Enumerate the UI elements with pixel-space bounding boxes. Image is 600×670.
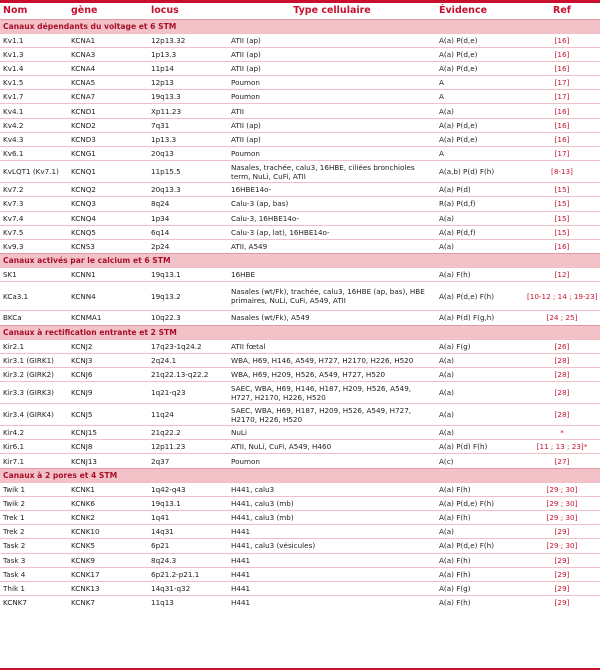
cell-cell-type: SAEC, WBA, H69, H146, H187, H209, H526, A549, H727, H2170, H226, H520 [228, 382, 436, 404]
cell-locus: 12p13.32 [148, 33, 228, 47]
cell-gene: KCNK10 [68, 525, 148, 539]
cell-nom: Kir2.1 [0, 339, 68, 353]
cell-cell-type: ATII, NuLi, CuFi, A549, H460 [228, 440, 436, 454]
cell-ref: [16] [524, 61, 600, 75]
cell-evidence: A(a) [436, 239, 524, 253]
table-row [0, 147, 600, 161]
cell-ref: [29] [524, 581, 600, 595]
cell-nom: Kir3.4 (GIRK4) [0, 404, 68, 426]
cell-locus: 10q22.3 [148, 311, 228, 325]
cell-nom: KCNK7 [0, 596, 68, 610]
cell-nom: Task 4 [0, 567, 68, 581]
table-row [0, 268, 600, 282]
cell-gene: KCNS3 [68, 239, 148, 253]
cell-ref: [28] [524, 404, 600, 426]
cell-ref: [29 ; 30] [524, 482, 600, 496]
cell-gene: KCNK2 [68, 511, 148, 525]
cell-evidence: A(a) P(d) F(h) [436, 440, 524, 454]
cell-ref: [29] [524, 525, 600, 539]
table-body [0, 19, 600, 610]
cell-locus: 19q13.1 [148, 496, 228, 510]
cell-cell-type: Nasales (wt/Fk), trachée, calu3, 16HBE (ap, bas), HBE primaires, NuLi, CuFi, A549, ATII [228, 282, 436, 311]
table-row [0, 353, 600, 367]
cell-gene: KCNJ9 [68, 382, 148, 404]
cell-gene: KCNJ3 [68, 353, 148, 367]
cell-ref: [10-12 ; 14 ; 19-23] [524, 282, 600, 311]
table-row [0, 282, 600, 311]
cell-nom: Kv1.4 [0, 61, 68, 75]
cell-gene: KCNG1 [68, 147, 148, 161]
cell-nom: Kv7.5 [0, 225, 68, 239]
table-row [0, 511, 600, 525]
section-header-row [0, 325, 600, 339]
cell-locus: Xp11.23 [148, 104, 228, 118]
cell-evidence: A [436, 90, 524, 104]
cell-cell-type: SAEC, WBA, H69, H187, H209, H526, A549, H727, H2170, H226, H520 [228, 404, 436, 426]
cell-cell-type: H441, calu3 (mb) [228, 511, 436, 525]
cell-gene: KCNA7 [68, 90, 148, 104]
cell-locus: 19q13.1 [148, 268, 228, 282]
header-evidence: Évidence [439, 5, 488, 17]
cell-ref: [29] [524, 596, 600, 610]
table-row [0, 104, 600, 118]
cell-gene: KCNK5 [68, 539, 148, 553]
cell-ref: [8-13] [524, 161, 600, 183]
table-row [0, 76, 600, 90]
cell-cell-type: Poumon [228, 90, 436, 104]
cell-nom: Kv7.4 [0, 211, 68, 225]
cell-nom: Kv1.1 [0, 33, 68, 47]
cell-nom: Kv7.3 [0, 197, 68, 211]
cell-evidence: A(a) [436, 525, 524, 539]
potassium-channels-table [0, 3, 600, 610]
cell-evidence: A(a) P(d,e) [436, 132, 524, 146]
cell-cell-type: ATII (ap) [228, 47, 436, 61]
cell-nom: Kv1.5 [0, 76, 68, 90]
cell-locus: 1p13.3 [148, 132, 228, 146]
cell-ref: [16] [524, 104, 600, 118]
cell-gene: KCNQ1 [68, 161, 148, 183]
section-title: Canaux dépendants du voltage et 6 STM [0, 19, 600, 33]
cell-evidence: A(a,b) P(d) F(h) [436, 161, 524, 183]
cell-locus: 11p14 [148, 61, 228, 75]
header-locus: locus [151, 5, 179, 17]
cell-evidence: A(a) [436, 426, 524, 440]
cell-ref: [29 ; 30] [524, 511, 600, 525]
cell-evidence: A(a) P(d,e) F(h) [436, 539, 524, 553]
cell-gene: KCNK6 [68, 496, 148, 510]
cell-locus: 11q24 [148, 404, 228, 426]
table-row [0, 539, 600, 553]
cell-ref: [17] [524, 147, 600, 161]
cell-cell-type: Nasales (wt/Fk), A549 [228, 311, 436, 325]
cell-cell-type: Poumon [228, 76, 436, 90]
table-row [0, 225, 600, 239]
cell-ref: [11 ; 13 ; 23]* [524, 440, 600, 454]
cell-nom: Twik 2 [0, 496, 68, 510]
cell-cell-type: H441 [228, 596, 436, 610]
cell-locus: 11q13 [148, 596, 228, 610]
cell-gene: KCND2 [68, 118, 148, 132]
cell-evidence: A(a) [436, 211, 524, 225]
cell-ref: [16] [524, 33, 600, 47]
cell-ref: [27] [524, 454, 600, 468]
header-type: Type cellulaire [293, 5, 371, 17]
table-row [0, 239, 600, 253]
table-row [0, 553, 600, 567]
cell-locus: 14q31-q32 [148, 581, 228, 595]
cell-gene: KCNQ2 [68, 183, 148, 197]
cell-evidence: A(a) P(d,e) [436, 47, 524, 61]
cell-locus: 8q24 [148, 197, 228, 211]
cell-locus: 21q22.13-q22.2 [148, 367, 228, 381]
cell-nom: Kv7.2 [0, 183, 68, 197]
cell-evidence: A [436, 147, 524, 161]
cell-nom: Kv4.2 [0, 118, 68, 132]
cell-cell-type: Nasales, trachée, calu3, 16HBE, ciliées bronchioles term, NuLi, CuFi, ATII [228, 161, 436, 183]
table-header [0, 3, 600, 19]
header-gene: gène [71, 5, 98, 17]
cell-gene: KCNK7 [68, 596, 148, 610]
cell-cell-type: ATII (ap) [228, 61, 436, 75]
cell-nom: Kv6.1 [0, 147, 68, 161]
cell-cell-type: 16HBE14o- [228, 183, 436, 197]
cell-evidence: A(a) P(d) [436, 183, 524, 197]
cell-gene: KCNJ13 [68, 454, 148, 468]
cell-cell-type: H441, calu3 [228, 482, 436, 496]
cell-ref: [29 ; 30] [524, 496, 600, 510]
cell-locus: 7q31 [148, 118, 228, 132]
cell-evidence: A(a) F(h) [436, 268, 524, 282]
cell-locus: 12p11.23 [148, 440, 228, 454]
cell-evidence: A(a) F(g) [436, 581, 524, 595]
cell-cell-type: WBA, H69, H209, H526, A549, H727, H520 [228, 367, 436, 381]
cell-locus: 21q22.2 [148, 426, 228, 440]
cell-gene: KCND1 [68, 104, 148, 118]
cell-nom: Kv1.7 [0, 90, 68, 104]
cell-evidence: A(a) F(g) [436, 339, 524, 353]
cell-nom: Kv4.1 [0, 104, 68, 118]
cell-evidence: A(a) F(h) [436, 511, 524, 525]
cell-gene: KCNA1 [68, 33, 148, 47]
cell-gene: KCNQ4 [68, 211, 148, 225]
cell-evidence: A(a) P(d,e) F(h) [436, 496, 524, 510]
cell-ref: [17] [524, 76, 600, 90]
cell-ref: [26] [524, 339, 600, 353]
cell-cell-type: Calu-3 (ap, bas) [228, 197, 436, 211]
cell-cell-type: H441, calu3 (vésicules) [228, 539, 436, 553]
cell-nom: Kir3.1 (GIRK1) [0, 353, 68, 367]
cell-evidence: A(a) P(d,f) [436, 225, 524, 239]
table-row [0, 197, 600, 211]
cell-gene: KCNJ2 [68, 339, 148, 353]
cell-gene: KCNQ5 [68, 225, 148, 239]
cell-nom: Task 3 [0, 553, 68, 567]
cell-evidence: A(a) F(h) [436, 553, 524, 567]
section-header-row [0, 254, 600, 268]
cell-nom: Trek 2 [0, 525, 68, 539]
cell-locus: 20q13.3 [148, 183, 228, 197]
cell-ref: [29 ; 30] [524, 539, 600, 553]
cell-locus: 8q24.3 [148, 553, 228, 567]
table-row [0, 211, 600, 225]
table-row [0, 404, 600, 426]
table-row [0, 33, 600, 47]
cell-nom: Twik 1 [0, 482, 68, 496]
cell-cell-type: 16HBE [228, 268, 436, 282]
cell-evidence: A(a) [436, 404, 524, 426]
table-row [0, 454, 600, 468]
cell-ref: [28] [524, 353, 600, 367]
cell-locus: 11p15.5 [148, 161, 228, 183]
cell-evidence: A(a) F(h) [436, 567, 524, 581]
cell-evidence: A(a) P(d,e) F(h) [436, 282, 524, 311]
cell-cell-type: H441 [228, 553, 436, 567]
cell-ref: [15] [524, 211, 600, 225]
cell-nom: Thik 1 [0, 581, 68, 595]
table-row [0, 90, 600, 104]
cell-locus: 1p34 [148, 211, 228, 225]
cell-cell-type: H441 [228, 581, 436, 595]
cell-evidence: A [436, 76, 524, 90]
cell-gene: KCNK1 [68, 482, 148, 496]
cell-evidence: A(a) P(d,e) [436, 61, 524, 75]
cell-cell-type: Poumon [228, 147, 436, 161]
cell-gene: KCNK13 [68, 581, 148, 595]
table-row [0, 525, 600, 539]
table-row [0, 47, 600, 61]
cell-cell-type: H441 [228, 525, 436, 539]
cell-nom: Kir3.2 (GIRK2) [0, 367, 68, 381]
cell-evidence: A(a) F(h) [436, 482, 524, 496]
cell-nom: Kir6.1 [0, 440, 68, 454]
table-row [0, 426, 600, 440]
cell-cell-type: H441 [228, 567, 436, 581]
cell-nom: Trek 1 [0, 511, 68, 525]
cell-nom: Kv1.3 [0, 47, 68, 61]
cell-locus: 17q23-1q24.2 [148, 339, 228, 353]
cell-nom: SK1 [0, 268, 68, 282]
cell-ref: [12] [524, 268, 600, 282]
cell-gene: KCNA3 [68, 47, 148, 61]
cell-cell-type: WBA, H69, H146, A549, H727, H2170, H226, H520 [228, 353, 436, 367]
cell-gene: KCNA4 [68, 61, 148, 75]
table-row [0, 339, 600, 353]
cell-locus: 2q37 [148, 454, 228, 468]
cell-nom: Kv9.3 [0, 239, 68, 253]
cell-cell-type: Poumon [228, 454, 436, 468]
cell-locus: 12p13 [148, 76, 228, 90]
cell-locus: 1p13.3 [148, 47, 228, 61]
cell-locus: 19q13.3 [148, 90, 228, 104]
cell-evidence: A(a) P(d,e) [436, 118, 524, 132]
cell-locus: 14q31 [148, 525, 228, 539]
cell-gene: KCNMA1 [68, 311, 148, 325]
cell-nom: KCa3.1 [0, 282, 68, 311]
cell-gene: KCNJ15 [68, 426, 148, 440]
table-row [0, 567, 600, 581]
cell-locus: 1q42-q43 [148, 482, 228, 496]
cell-locus: 1q21-q23 [148, 382, 228, 404]
cell-cell-type: ATII [228, 104, 436, 118]
cell-evidence: A(a) P(d) F(g,h) [436, 311, 524, 325]
cell-ref: [29] [524, 553, 600, 567]
cell-nom: Kv4.3 [0, 132, 68, 146]
cell-cell-type: NuLi [228, 426, 436, 440]
table-row [0, 496, 600, 510]
cell-ref: [15] [524, 197, 600, 211]
cell-evidence: A(a) P(d,e) [436, 33, 524, 47]
cell-ref: [29] [524, 567, 600, 581]
cell-ref: [28] [524, 382, 600, 404]
table-row [0, 367, 600, 381]
cell-cell-type: ATII, A549 [228, 239, 436, 253]
table-row [0, 61, 600, 75]
cell-locus: 20q13 [148, 147, 228, 161]
cell-cell-type: Calu-3 (ap, lat), 16HBE14o- [228, 225, 436, 239]
cell-cell-type: ATII (ap) [228, 33, 436, 47]
cell-gene: KCNJ5 [68, 404, 148, 426]
cell-gene: KCNK17 [68, 567, 148, 581]
section-title: Canaux à rectification entrante et 2 STM [0, 325, 600, 339]
section-header-row [0, 19, 600, 33]
cell-ref: [24 ; 25] [524, 311, 600, 325]
cell-gene: KCND3 [68, 132, 148, 146]
cell-gene: KCNA5 [68, 76, 148, 90]
header-ref: Ref [553, 5, 571, 17]
cell-nom: Kir4.2 [0, 426, 68, 440]
cell-cell-type: Calu-3, 16HBE14o- [228, 211, 436, 225]
cell-nom: Task 2 [0, 539, 68, 553]
cell-evidence: A(a) [436, 353, 524, 367]
cell-ref: [15] [524, 225, 600, 239]
cell-gene: KCNJ8 [68, 440, 148, 454]
cell-nom: KvLQT1 (Kv7.1) [0, 161, 68, 183]
cell-locus: 6q14 [148, 225, 228, 239]
table-row [0, 132, 600, 146]
cell-ref: [28] [524, 367, 600, 381]
cell-evidence: A(a) F(h) [436, 596, 524, 610]
cell-locus: 6p21.2-p21.1 [148, 567, 228, 581]
cell-ref: [16] [524, 47, 600, 61]
table-row [0, 482, 600, 496]
cell-ref: [16] [524, 118, 600, 132]
cell-locus: 19q13.2 [148, 282, 228, 311]
cell-cell-type: ATII fœtal [228, 339, 436, 353]
cell-evidence: A(c) [436, 454, 524, 468]
cell-cell-type: ATII (ap) [228, 118, 436, 132]
cell-evidence: A(a) [436, 104, 524, 118]
table-row [0, 440, 600, 454]
table-row [0, 311, 600, 325]
table-row [0, 161, 600, 183]
cell-cell-type: ATII (ap) [228, 132, 436, 146]
cell-nom: Kir7.1 [0, 454, 68, 468]
cell-ref: [17] [524, 90, 600, 104]
section-title: Canaux à 2 pores et 4 STM [0, 468, 600, 482]
cell-locus: 1q41 [148, 511, 228, 525]
cell-nom: BKCa [0, 311, 68, 325]
table-row [0, 118, 600, 132]
cell-nom: Kir3.3 (GIRK3) [0, 382, 68, 404]
cell-gene: KCNQ3 [68, 197, 148, 211]
header-nom: Nom [3, 5, 28, 17]
cell-gene: KCNK9 [68, 553, 148, 567]
cell-locus: 2p24 [148, 239, 228, 253]
cell-evidence: A(a) [436, 367, 524, 381]
cell-gene: KCNN1 [68, 268, 148, 282]
cell-gene: KCNJ6 [68, 367, 148, 381]
table-row [0, 183, 600, 197]
section-header-row [0, 468, 600, 482]
cell-cell-type: H441, calu3 (mb) [228, 496, 436, 510]
cell-ref: [15] [524, 183, 600, 197]
cell-ref: [16] [524, 239, 600, 253]
cell-ref: * [524, 426, 600, 440]
cell-gene: KCNN4 [68, 282, 148, 311]
table-row [0, 596, 600, 610]
table-row [0, 581, 600, 595]
cell-locus: 2q24.1 [148, 353, 228, 367]
cell-evidence: R(a) P(d,f) [436, 197, 524, 211]
cell-evidence: A(a) [436, 382, 524, 404]
section-title: Canaux activés par le calcium et 6 STM [0, 254, 600, 268]
cell-locus: 6p21 [148, 539, 228, 553]
table-row [0, 382, 600, 404]
cell-ref: [16] [524, 132, 600, 146]
